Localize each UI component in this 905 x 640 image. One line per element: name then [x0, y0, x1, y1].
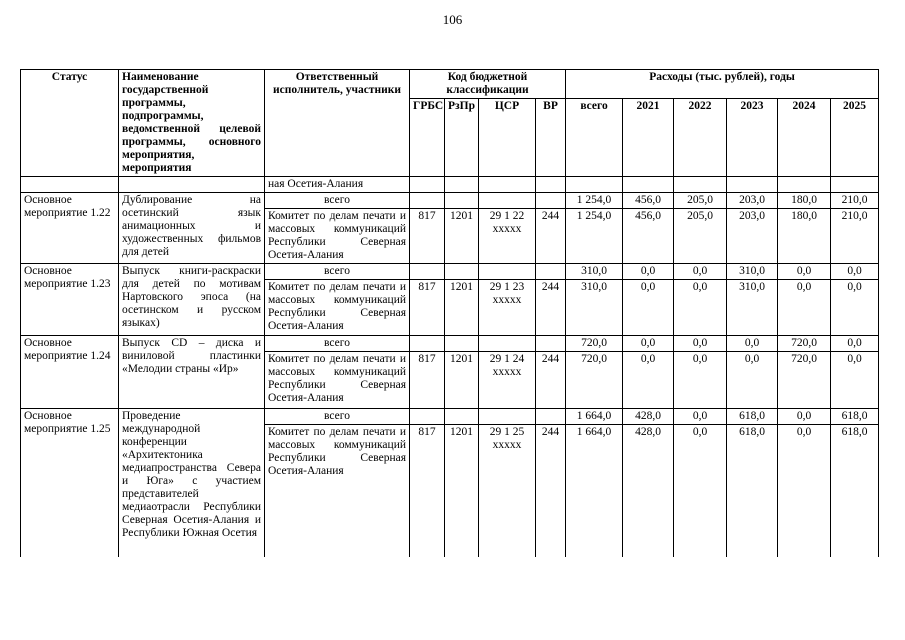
executor-cell: Комитет по делам печати и массовых коммуникаций Республики Северная Осетия-Алания — [265, 425, 410, 557]
name-cell: Выпуск CD – диска и виниловой пластинки «Мелодии страны «Ир» — [119, 336, 265, 409]
total-2023: 0,0 — [727, 336, 778, 352]
total-2021: 0,0 — [623, 336, 674, 352]
total-2022: 0,0 — [674, 409, 727, 425]
grbs-cell: 817 — [410, 352, 445, 409]
total-label: всего — [265, 264, 410, 280]
budget-table — [20, 69, 879, 557]
continuation-executor: ная Осетия-Алания — [265, 177, 410, 193]
value-2022: 205,0 — [674, 209, 727, 264]
header-row-1 — [21, 70, 879, 99]
total-2021: 428,0 — [623, 409, 674, 425]
total-2025: 210,0 — [831, 193, 879, 209]
total-label: всего — [265, 336, 410, 352]
csr-cell: 29 1 24 ххххх — [479, 352, 536, 409]
total-2022: 205,0 — [674, 193, 727, 209]
status-cell: Основное мероприятие 1.24 — [21, 336, 119, 409]
name-cell: Проведение международной конференции «Архитектоника медиапространства Севера и Юга» с участием представителей медиаотрасли Республики Северная Осетия-Алания и Республики Южная Осетия — [119, 409, 265, 557]
total-2024: 180,0 — [778, 193, 831, 209]
total-2022: 0,0 — [674, 264, 727, 280]
continuation-name — [119, 177, 265, 193]
csr-cell: 29 1 22 ххххх — [479, 209, 536, 264]
value-2024: 0,0 — [778, 280, 831, 336]
row-1-25-total — [21, 409, 879, 425]
value-all: 720,0 — [566, 352, 623, 409]
total-2023: 310,0 — [727, 264, 778, 280]
header-rzpr: РзПр — [445, 99, 479, 177]
grbs-cell: 817 — [410, 209, 445, 264]
header-csr: ЦСР — [479, 99, 536, 177]
name-cell: Дублирование на осетинский язык анимационных и художественных фильмов для детей — [119, 193, 265, 264]
executor-cell: Комитет по делам печати и массовых коммуникаций Республики Северная Осетия-Алания — [265, 209, 410, 264]
csr-cell: 29 1 23 ххххх — [479, 280, 536, 336]
value-2023: 0,0 — [727, 352, 778, 409]
page-number: 106 — [442, 12, 463, 27]
total-all: 1 254,0 — [566, 193, 623, 209]
total-2023: 618,0 — [727, 409, 778, 425]
header-vr: ВР — [536, 99, 566, 177]
vr-cell: 244 — [536, 280, 566, 336]
value-all: 1 664,0 — [566, 425, 623, 557]
continuation-status — [21, 177, 119, 193]
csr-cell: 29 1 25 ххххх — [479, 425, 536, 557]
header-status: Статус — [21, 70, 119, 177]
value-2022: 0,0 — [674, 352, 727, 409]
value-2022: 0,0 — [674, 280, 727, 336]
total-2021: 456,0 — [623, 193, 674, 209]
header-2025: 2025 — [831, 99, 879, 177]
vr-cell: 244 — [536, 209, 566, 264]
value-all: 310,0 — [566, 280, 623, 336]
vr-cell: 244 — [536, 352, 566, 409]
rzpr-cell: 1201 — [445, 209, 479, 264]
total-2025: 0,0 — [831, 264, 879, 280]
header-executor: Ответственный исполнитель, участники — [265, 70, 410, 177]
total-2024: 0,0 — [778, 264, 831, 280]
value-2025: 618,0 — [831, 425, 879, 557]
value-2021: 0,0 — [623, 280, 674, 336]
value-2025: 0,0 — [831, 280, 879, 336]
row-1-23-total — [21, 264, 879, 280]
value-2025: 0,0 — [831, 352, 879, 409]
value-2023: 203,0 — [727, 209, 778, 264]
total-2021: 0,0 — [623, 264, 674, 280]
value-2022: 0,0 — [674, 425, 727, 557]
total-all: 720,0 — [566, 336, 623, 352]
value-2021: 0,0 — [623, 352, 674, 409]
total-2025: 618,0 — [831, 409, 879, 425]
row-1-22-total — [21, 193, 879, 209]
total-label: всего — [265, 193, 410, 209]
status-cell: Основное мероприятие 1.22 — [21, 193, 119, 264]
value-2023: 618,0 — [727, 425, 778, 557]
header-grbs: ГРБС — [410, 99, 445, 177]
executor-cell: Комитет по делам печати и массовых коммуникаций Республики Северная Осетия-Алания — [265, 352, 410, 409]
name-cell: Выпуск книги-раскраски для детей по мотивам Нартовского эпоса (на осетинском и русском языках) — [119, 264, 265, 336]
grbs-cell: 817 — [410, 280, 445, 336]
header-2023: 2023 — [727, 99, 778, 177]
value-2024: 0,0 — [778, 425, 831, 557]
total-2023: 203,0 — [727, 193, 778, 209]
row-1-24-total — [21, 336, 879, 352]
status-cell: Основное мероприятие 1.25 — [21, 409, 119, 557]
header-expenses: Расходы (тыс. рублей), годы — [566, 70, 879, 99]
total-all: 1 664,0 — [566, 409, 623, 425]
header-total: всего — [566, 99, 623, 177]
value-2023: 310,0 — [727, 280, 778, 336]
total-2025: 0,0 — [831, 336, 879, 352]
value-2025: 210,0 — [831, 209, 879, 264]
continuation-row — [21, 177, 879, 193]
total-label: всего — [265, 409, 410, 425]
rzpr-cell: 1201 — [445, 280, 479, 336]
grbs-cell: 817 — [410, 425, 445, 557]
header-name: Наименование государственной программы, подпрограммы, ведомственной целевой программы, основного мероприятия, мероприятия — [119, 70, 265, 177]
value-2024: 720,0 — [778, 352, 831, 409]
total-2024: 0,0 — [778, 409, 831, 425]
total-2022: 0,0 — [674, 336, 727, 352]
value-all: 1 254,0 — [566, 209, 623, 264]
value-2021: 456,0 — [623, 209, 674, 264]
header-2022: 2022 — [674, 99, 727, 177]
rzpr-cell: 1201 — [445, 425, 479, 557]
total-all: 310,0 — [566, 264, 623, 280]
total-2024: 720,0 — [778, 336, 831, 352]
value-2021: 428,0 — [623, 425, 674, 557]
header-budget-code: Код бюджетной классификации — [410, 70, 566, 99]
vr-cell: 244 — [536, 425, 566, 557]
rzpr-cell: 1201 — [445, 352, 479, 409]
value-2024: 180,0 — [778, 209, 831, 264]
executor-cell: Комитет по делам печати и массовых коммуникаций Республики Северная Осетия-Алания — [265, 280, 410, 336]
header-2024: 2024 — [778, 99, 831, 177]
status-cell: Основное мероприятие 1.23 — [21, 264, 119, 336]
header-2021: 2021 — [623, 99, 674, 177]
